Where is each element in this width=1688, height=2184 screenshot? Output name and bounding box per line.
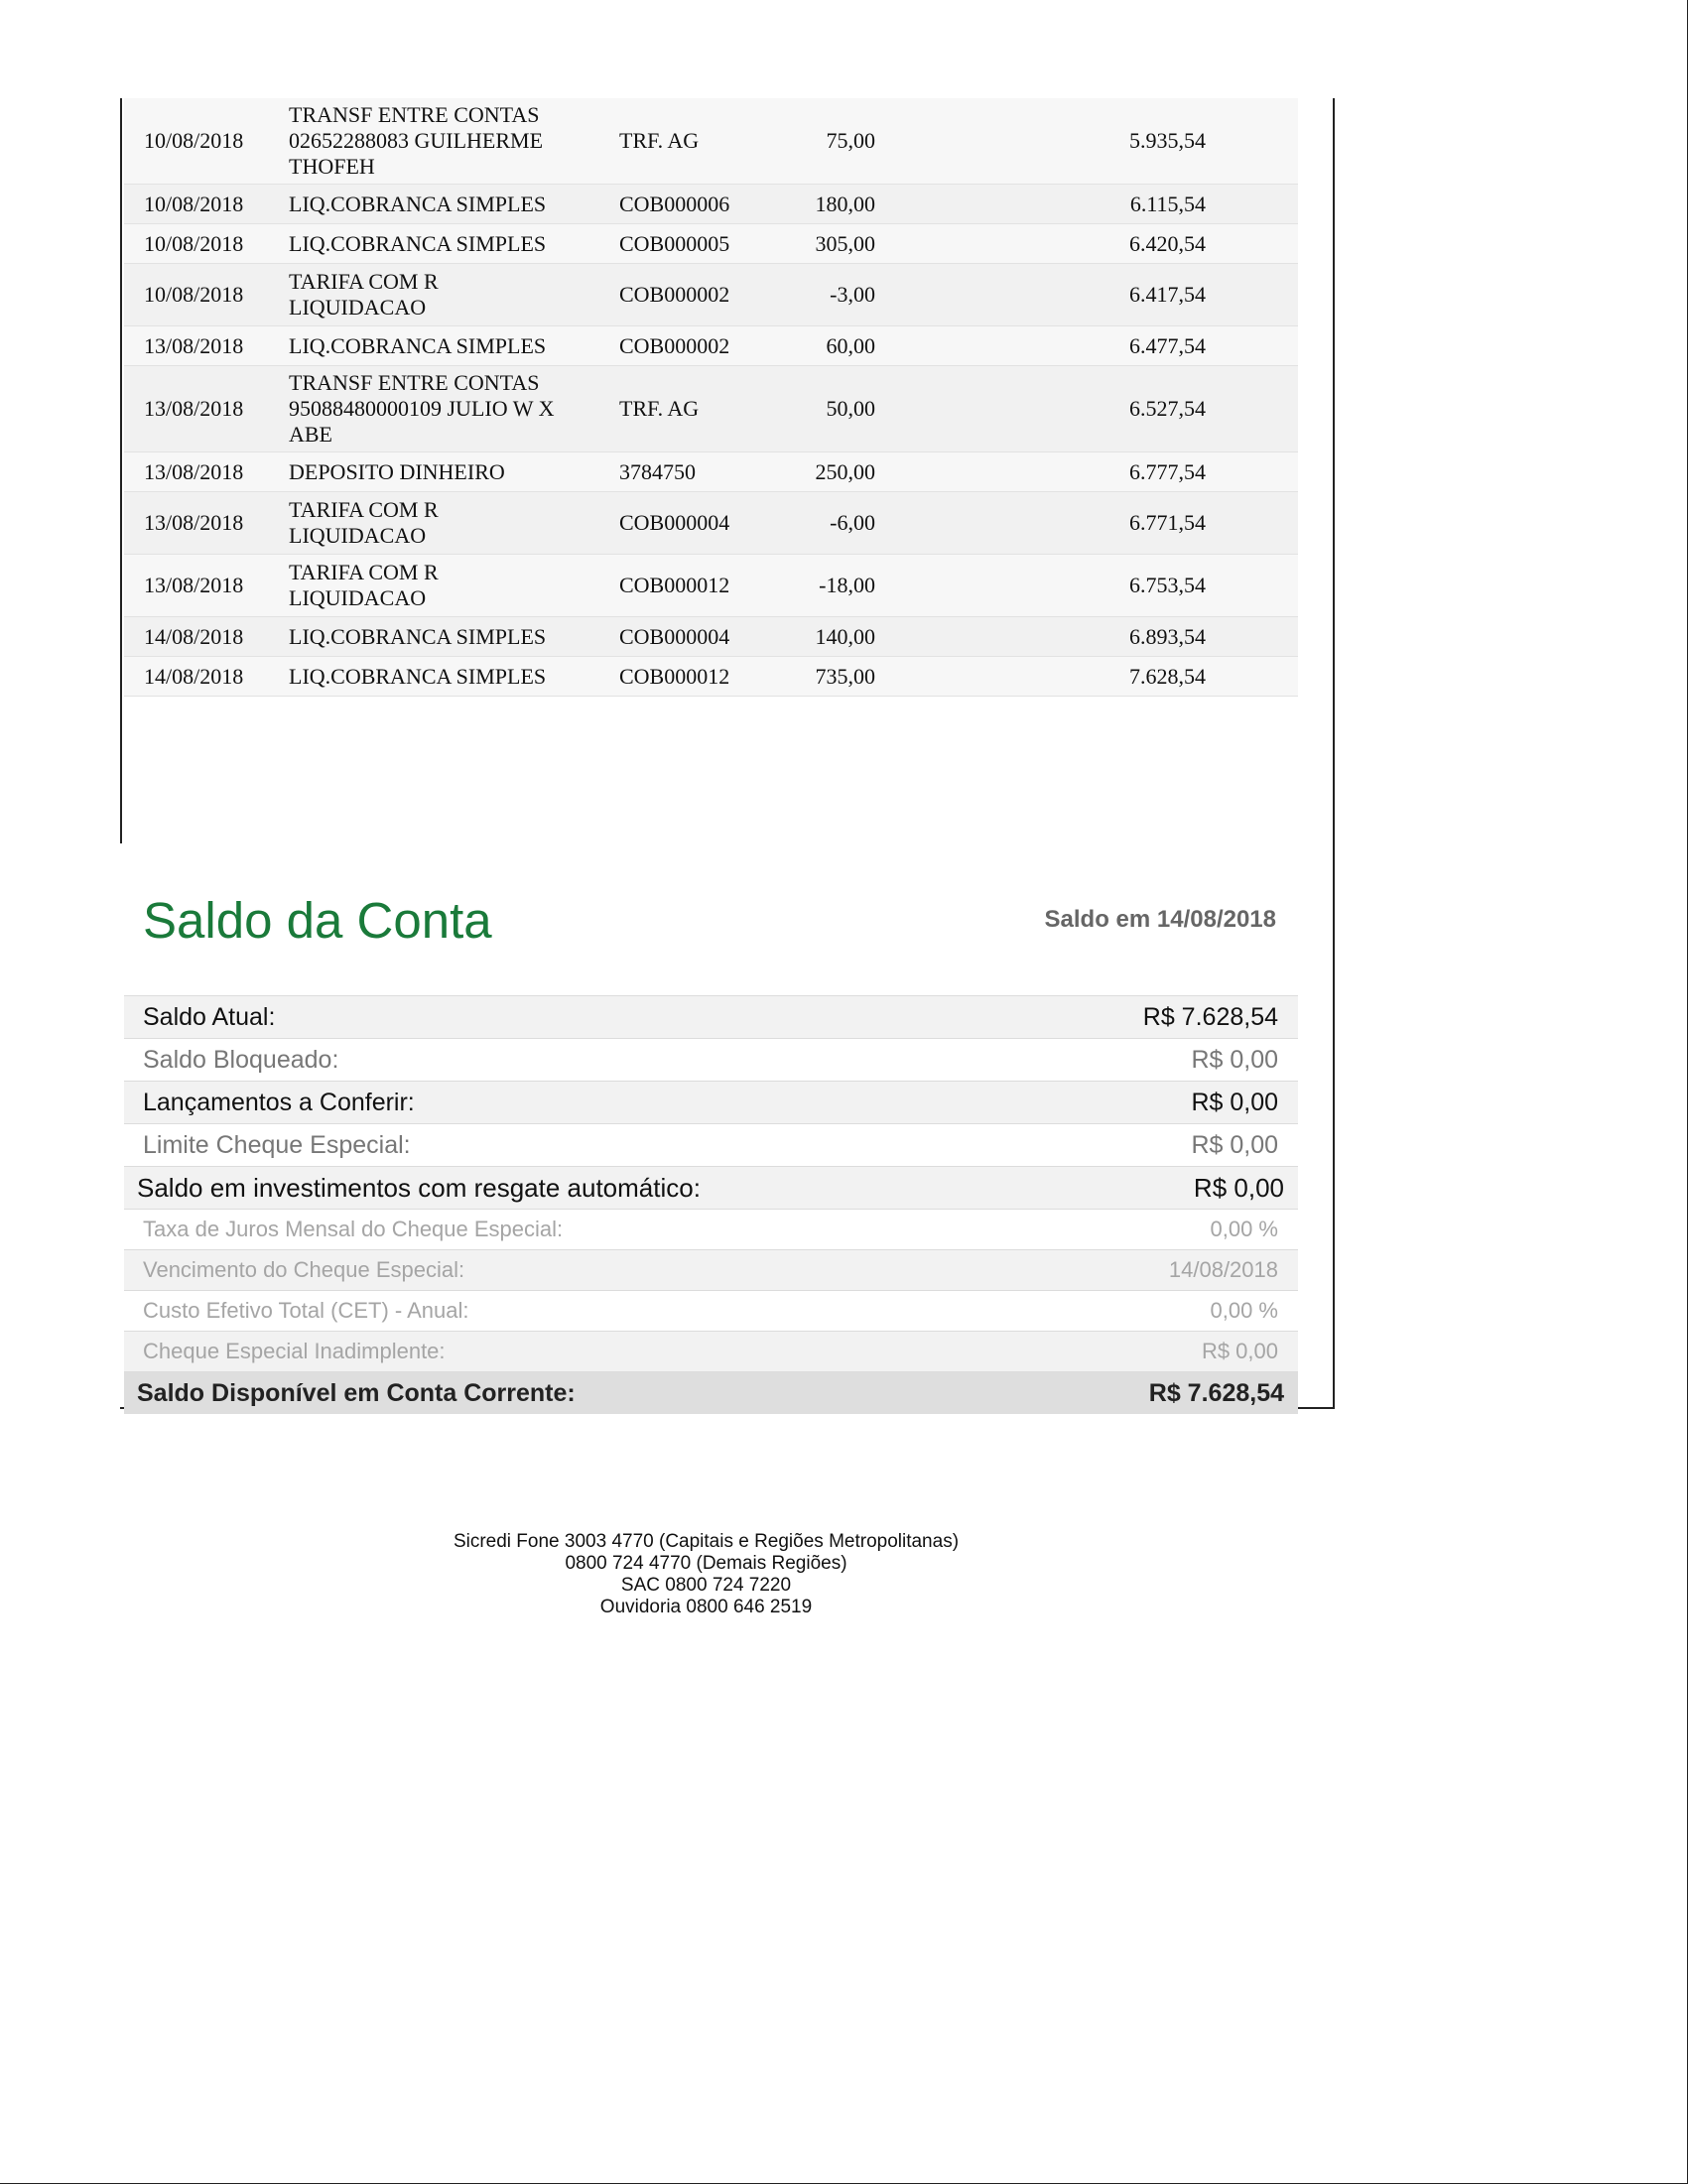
tx-description: [289, 192, 606, 217]
table-row: [124, 264, 1298, 326]
table-row: [124, 452, 1298, 492]
saldo-row-label: Vencimento do Cheque Especial:: [143, 1257, 465, 1282]
saldo-row-label: Saldo Bloqueado:: [143, 1046, 339, 1074]
footer-line: SAC 0800 724 7220: [620, 1575, 792, 1596]
tx-date: 10/08/2018: [144, 128, 244, 153]
tx-date: 14/08/2018: [144, 623, 244, 649]
saldo-row-value: R$ 0,00: [1191, 1046, 1278, 1074]
tx-description-line: TRANSF ENTRE CONTAS: [289, 370, 540, 395]
tx-description: [289, 497, 606, 549]
tx-date: 10/08/2018: [144, 191, 244, 216]
contact-footer: [427, 1531, 985, 1618]
tx-value: 75,00: [826, 128, 875, 153]
saldo-row-value: 0,00 %: [1210, 1217, 1278, 1241]
tx-description: [289, 102, 606, 180]
tx-document: COB000006: [619, 191, 730, 216]
table-row: [124, 617, 1298, 657]
tx-balance: 6.477,54: [1129, 332, 1206, 358]
table-row: [124, 555, 1298, 617]
tx-document: TRF. AG: [619, 128, 700, 153]
table-row: [124, 224, 1298, 264]
tx-document: COB000004: [619, 510, 730, 535]
saldo-row-label: Lançamentos a Conferir:: [143, 1089, 415, 1116]
saldo-row-label: Saldo Atual:: [143, 1003, 276, 1031]
saldo-row-value: R$ 0,00: [1201, 1339, 1278, 1363]
tx-description-line: TRANSF ENTRE CONTAS: [289, 102, 540, 127]
tx-description: [289, 624, 606, 650]
tx-description: [289, 664, 606, 690]
saldo-row-value: R$ 0,00: [1191, 1131, 1278, 1159]
tx-description: [289, 269, 606, 321]
tx-balance: 6.417,54: [1129, 282, 1206, 307]
tx-document: COB000012: [619, 573, 730, 597]
tx-balance: 7.628,54: [1129, 663, 1206, 689]
tx-balance: 5.935,54: [1129, 128, 1206, 153]
tx-date: 10/08/2018: [144, 230, 244, 256]
saldo-row-value: R$ 0,00: [1193, 1173, 1284, 1203]
tx-description-line: LIQ.COBRANCA SIMPLES: [289, 623, 547, 649]
saldo-row: [124, 1123, 1298, 1166]
tx-value: -3,00: [830, 282, 875, 307]
tx-description: [289, 459, 606, 485]
tx-balance: 6.115,54: [1129, 191, 1206, 216]
tx-value: 180,00: [815, 191, 875, 216]
tx-date: 13/08/2018: [144, 510, 244, 535]
saldo-row: [124, 995, 1298, 1038]
tx-description-line: TARIFA COM R: [289, 497, 439, 522]
tx-description-line: THOFEH: [289, 154, 375, 179]
table-row: [124, 326, 1298, 366]
table-row: [124, 657, 1298, 697]
saldo-date: Saldo em 14/08/2018: [1044, 906, 1276, 933]
tx-balance: 6.753,54: [1129, 573, 1206, 597]
tx-balance: 6.771,54: [1129, 510, 1206, 535]
tx-date: 14/08/2018: [144, 663, 244, 689]
tx-document: COB000002: [619, 282, 730, 307]
tx-description-line: TARIFA COM R: [289, 269, 439, 294]
tx-description-line: LIQ.COBRANCA SIMPLES: [289, 191, 547, 216]
tx-value: 250,00: [815, 458, 875, 484]
tx-description-line: LIQUIDACAO: [289, 295, 427, 320]
tx-description-line: 95088480000109 JULIO W X: [289, 396, 555, 421]
tx-description-line: LIQUIDACAO: [289, 523, 427, 548]
saldo-row: [124, 1331, 1298, 1371]
saldo-row-label: Cheque Especial Inadimplente:: [143, 1339, 446, 1363]
tx-description-line: 02652288083 GUILHERME: [289, 128, 544, 153]
footer-line: Ouvidoria 0800 646 2519: [599, 1597, 813, 1617]
saldo-row: [124, 1290, 1298, 1331]
saldo-row: [124, 1249, 1298, 1290]
tx-description: [289, 333, 606, 359]
tx-document: COB000002: [619, 332, 730, 358]
tx-description-line: ABE: [289, 422, 332, 447]
saldo-row-label: Custo Efetivo Total (CET) - Anual:: [143, 1298, 469, 1323]
transactions-table: [124, 98, 1298, 697]
saldo-row: [124, 1371, 1298, 1414]
tx-value: -6,00: [830, 510, 875, 535]
table-row: [124, 366, 1298, 452]
saldo-summary-table: [124, 995, 1298, 1414]
saldo-row-label: Taxa de Juros Mensal do Cheque Especial:: [143, 1217, 564, 1241]
table-row: [124, 98, 1298, 185]
tx-balance: 6.420,54: [1129, 230, 1206, 256]
tx-value: 50,00: [826, 396, 875, 421]
tx-value: 140,00: [815, 623, 875, 649]
tx-balance: 6.527,54: [1129, 396, 1206, 421]
saldo-title: Saldo da Conta: [143, 892, 492, 949]
tx-description: [289, 231, 606, 257]
tx-document: TRF. AG: [619, 396, 700, 421]
tx-date: 13/08/2018: [144, 458, 244, 484]
table-row: [124, 492, 1298, 555]
tx-description-line: DEPOSITO DINHEIRO: [289, 458, 505, 484]
tx-description: [289, 560, 606, 611]
saldo-row-value: R$ 0,00: [1191, 1089, 1278, 1116]
tx-value: 60,00: [826, 332, 875, 358]
saldo-row-value: R$ 7.628,54: [1148, 1379, 1284, 1407]
tx-description: [289, 370, 606, 448]
tx-date: 13/08/2018: [144, 573, 244, 597]
saldo-row-value: 14/08/2018: [1168, 1257, 1278, 1282]
saldo-row: [124, 1038, 1298, 1081]
tx-date: 13/08/2018: [144, 396, 244, 421]
tx-description-line: LIQ.COBRANCA SIMPLES: [289, 663, 547, 689]
footer-line: 0800 724 4770 (Demais Regiões): [565, 1553, 847, 1574]
tx-document: 3784750: [619, 458, 696, 484]
tx-value: 735,00: [815, 663, 875, 689]
saldo-row: [124, 1209, 1298, 1249]
tx-balance: 6.893,54: [1129, 623, 1206, 649]
tx-balance: 6.777,54: [1129, 458, 1206, 484]
saldo-row-value: 0,00 %: [1210, 1298, 1278, 1323]
tx-description-line: TARIFA COM R: [289, 560, 439, 584]
tx-document: COB000004: [619, 623, 730, 649]
tx-description-line: LIQ.COBRANCA SIMPLES: [289, 332, 547, 358]
saldo-row-label: Saldo em investimentos com resgate automático:: [137, 1173, 701, 1203]
footer-line: Sicredi Fone 3003 4770 (Capitais e Regiões Metropolitanas): [453, 1531, 960, 1552]
table-row: [124, 185, 1298, 224]
saldo-row-label: Limite Cheque Especial:: [143, 1131, 411, 1159]
tx-date: 13/08/2018: [144, 332, 244, 358]
statement-frame-right: [1333, 98, 1335, 1409]
tx-value: -18,00: [819, 573, 875, 597]
statement-frame-left: [120, 98, 122, 843]
saldo-row: [124, 1081, 1298, 1123]
saldo-row-label: Saldo Disponível em Conta Corrente:: [137, 1379, 576, 1407]
tx-document: COB000012: [619, 663, 730, 689]
tx-value: 305,00: [815, 230, 875, 256]
tx-description-line: LIQ.COBRANCA SIMPLES: [289, 230, 547, 256]
saldo-row-value: R$ 7.628,54: [1142, 1003, 1278, 1031]
saldo-row: [124, 1166, 1298, 1209]
tx-description-line: LIQUIDACAO: [289, 585, 427, 610]
tx-document: COB000005: [619, 230, 730, 256]
tx-date: 10/08/2018: [144, 282, 244, 307]
